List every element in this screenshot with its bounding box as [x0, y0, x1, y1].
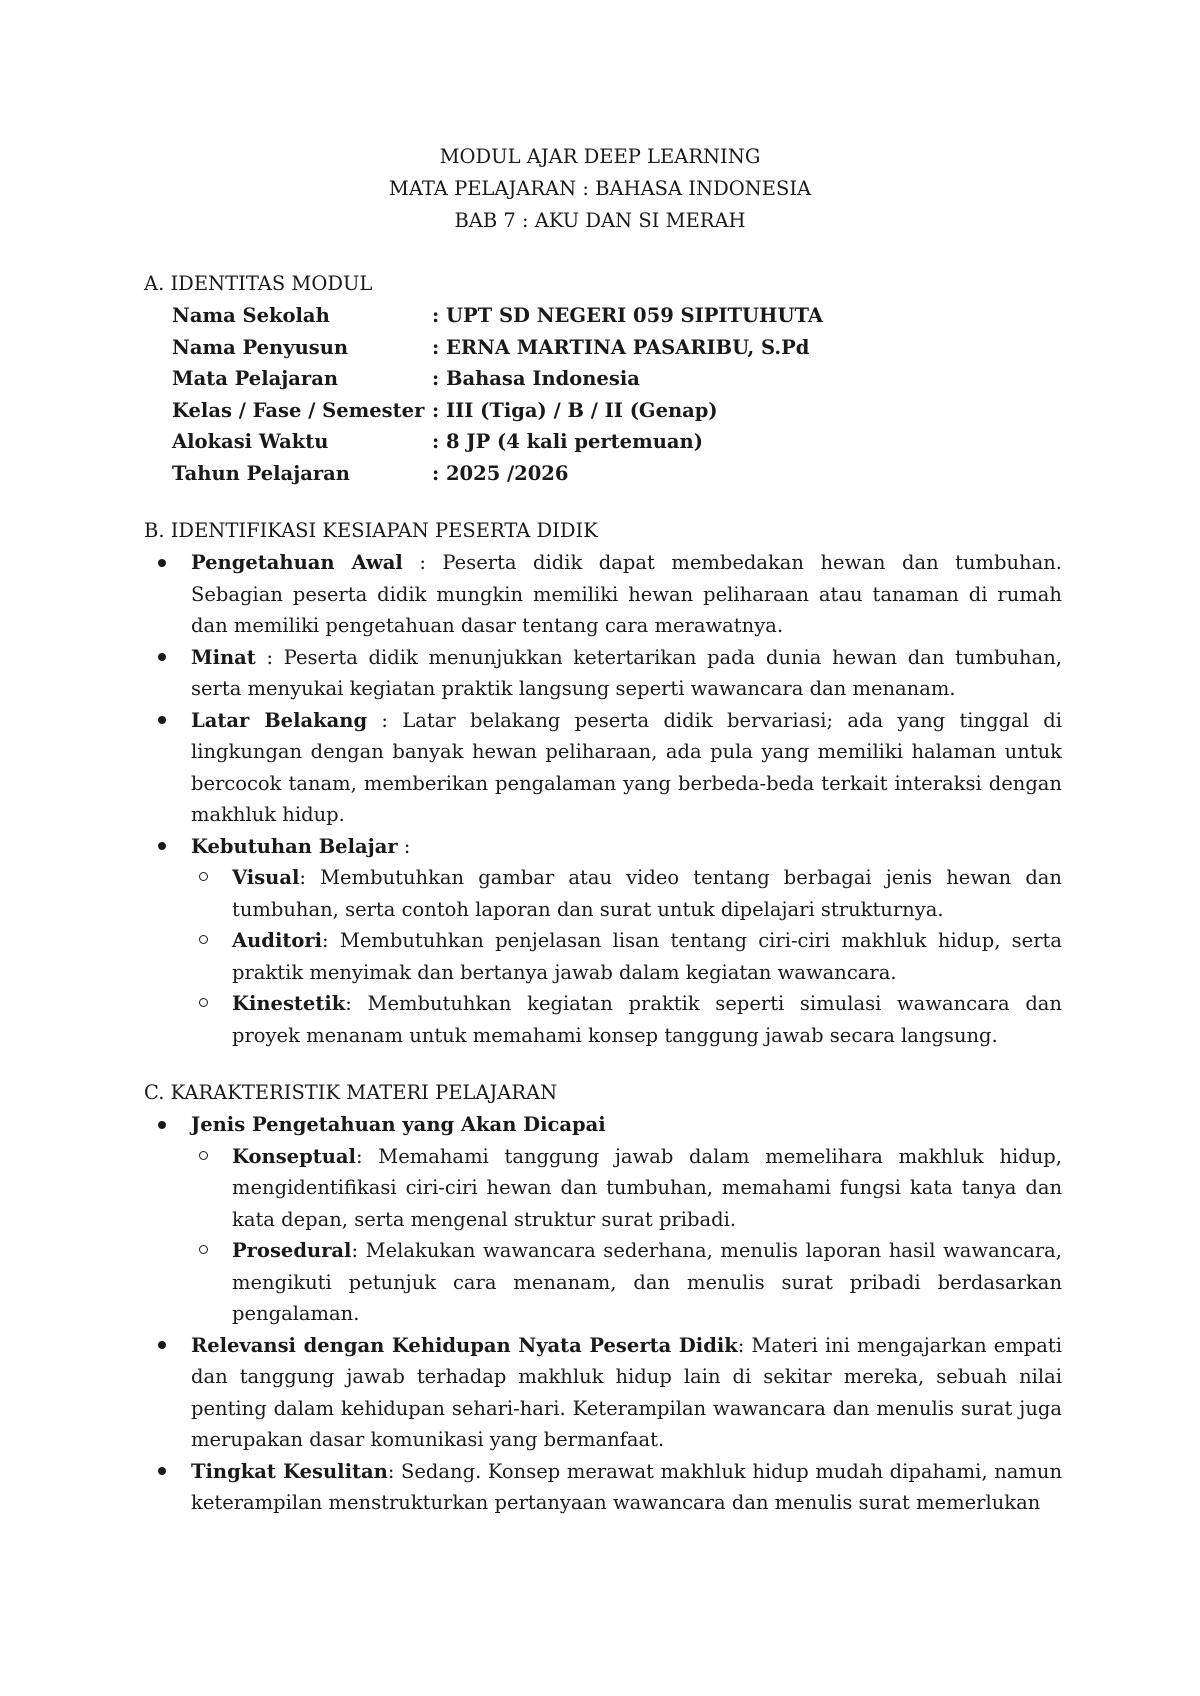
identity-label: Tahun Pelajaran — [172, 461, 350, 485]
identity-value: : 2025 /2026 — [432, 461, 569, 485]
bullet-disc-icon — [158, 705, 166, 737]
bullet-disc-icon — [158, 831, 166, 863]
item-text: : Peserta didik dapat membedakan hewan dan tumbuhan. Sebagian peserta didik mungkin memiliki hewan peliharaan atau tanaman di rumah dan memiliki pengetahuan dasar tentang cara merawatnya. — [191, 551, 1062, 637]
sub-item-text: : Memahami tanggung jawab dalam memelihara makhluk hidup, mengidentifikasi ciri-ciri hewan dan tumbuhan, memahami fungsi kata tanya dan kata depan, serta mengenal struktur surat pribadi. — [232, 1144, 1062, 1231]
sub-list-item — [191, 1235, 1062, 1330]
item-term: Kebutuhan Belajar — [191, 834, 398, 858]
section-a-heading: A. IDENTITAS MODUL — [144, 272, 373, 295]
item-text: : — [397, 834, 411, 858]
title-line-2: MATA PELAJARAN : BAHASA INDONESIA — [388, 177, 812, 200]
item-term: Pengetahuan Awal — [191, 551, 403, 574]
sub-item-text: : Membutuhkan gambar atau video tentang berbagai jenis hewan dan tumbuhan, serta contoh laporan dan surat untuk dipelajari strukturnya. — [232, 866, 1062, 921]
list-item — [144, 1330, 1062, 1456]
title-line-1: MODUL AJAR DEEP LEARNING — [439, 145, 761, 168]
item-text: : Peserta didik menunjukkan ketertarikan pada dunia hewan dan tumbuhan, serta menyukai kegiatan praktik langsung seperti wawancara dan menanam. — [191, 645, 1062, 700]
material-list — [144, 1109, 1062, 1519]
bullet-circle-icon — [199, 1141, 208, 1173]
sub-item-text: : Melakukan wawancara sederhana, menulis laporan hasil wawancara, mengikuti petunjuk cara menanam, dan menulis surat pribadi berdasarkan pengalaman. — [232, 1239, 1062, 1325]
identity-label: Mata Pelajaran — [172, 367, 339, 390]
sub-item-text: : Membutuhkan penjelasan lisan tentang ciri-ciri makhluk hidup, serta praktik menyimak dan bertanya jawab dalam kegiatan wawancara. — [232, 929, 1062, 984]
identity-row — [172, 332, 1062, 364]
sub-item-text: : Membutuhkan kegiatan praktik seperti simulasi wawancara dan proyek menanam untuk memahami konsep tanggung jawab secara langsung. — [232, 992, 1062, 1047]
sub-list-item — [191, 1141, 1062, 1236]
sub-list-item — [191, 925, 1062, 988]
item-term: Jenis Pengetahuan yang Akan Dicapai — [191, 1113, 606, 1136]
list-item — [144, 831, 1062, 1052]
bullet-circle-icon — [199, 862, 208, 894]
identity-value: : UPT SD NEGERI 059 SIPITUHUTA — [432, 304, 824, 327]
identity-label: Alokasi Waktu — [172, 430, 329, 453]
list-item — [144, 642, 1062, 705]
item-text: : Materi ini mengajarkan empati dan tanggung jawab terhadap makhluk hidup lain di sekitar mereka, sebuah nilai penting dalam kehidupan sehari-hari. Keterampilan wawancara dan menulis surat juga merupakan dasar komunikasi yang bermanfaat. — [191, 1333, 1062, 1451]
sub-item-term: Konseptual — [232, 1144, 356, 1168]
identity-row — [172, 426, 1062, 458]
identity-row — [172, 300, 1062, 332]
sub-list-item — [191, 862, 1062, 925]
identity-row — [172, 395, 1062, 427]
bullet-disc-icon — [158, 1109, 166, 1141]
bullet-circle-icon — [199, 1235, 208, 1267]
bullet-disc-icon — [158, 642, 166, 674]
identity-value: : III (Tiga) / B / II (Genap) — [432, 398, 718, 422]
sub-item-term: Auditori — [232, 929, 323, 952]
identity-value: : 8 JP (4 kali pertemuan) — [432, 430, 703, 453]
identity-row — [172, 458, 1062, 490]
bullet-circle-icon — [199, 925, 208, 957]
section-c-heading: C. KARAKTERISTIK MATERI PELAJARAN — [144, 1081, 558, 1104]
readiness-list — [144, 547, 1062, 1051]
item-term: Tingkat Kesulitan — [191, 1459, 388, 1483]
identity-label: Nama Penyusun — [172, 335, 349, 359]
knowledge-type-list — [191, 1141, 1062, 1330]
document-body — [144, 268, 1062, 1519]
identity-label: Kelas / Fase / Semester — [172, 398, 425, 422]
item-term: Latar Belakang — [191, 708, 368, 732]
identity-value: : ERNA MARTINA PASARIBU, S.Pd — [432, 335, 810, 359]
identity-label: Nama Sekolah — [172, 304, 330, 327]
item-text: : Sedang. Konsep merawat makhluk hidup mudah dipahami, namun keterampilan menstrukturkan pertanyaan wawancara dan menulis surat memerlukan — [191, 1459, 1063, 1514]
sub-list-item — [191, 988, 1062, 1051]
bullet-disc-icon — [158, 1456, 166, 1488]
sub-item-term: Prosedural — [232, 1239, 352, 1262]
learning-needs-list — [191, 862, 1062, 1051]
list-item — [144, 705, 1062, 831]
item-text: : Latar belakang peserta didik bervariasi; ada yang tinggal di lingkungan dengan banyak hewan peliharaan, ada pula yang memiliki halaman untuk bercocok tanam, memberikan pengalaman yang berbeda-beda terkait interaksi dengan makhluk hidup. — [191, 708, 1062, 826]
identity-value: : Bahasa Indonesia — [432, 367, 640, 390]
title-line-3: BAB 7 : AKU DAN SI MERAH — [454, 209, 746, 232]
document-title — [0, 141, 1200, 237]
sub-item-term: Visual — [232, 866, 300, 889]
bullet-disc-icon — [158, 1330, 166, 1362]
list-item — [144, 1456, 1062, 1519]
item-term: Minat — [191, 645, 256, 669]
section-b-heading: B. IDENTIFIKASI KESIAPAN PESERTA DIDIK — [144, 519, 598, 542]
item-term: Relevansi dengan Kehidupan Nyata Peserta Didik — [191, 1333, 738, 1357]
sub-item-term: Kinestetik — [232, 992, 346, 1015]
bullet-disc-icon — [158, 547, 166, 579]
identity-row — [172, 363, 1062, 395]
identity-table — [144, 300, 1062, 489]
list-item — [144, 1109, 1062, 1330]
list-item — [144, 547, 1062, 642]
bullet-circle-icon — [199, 988, 208, 1020]
